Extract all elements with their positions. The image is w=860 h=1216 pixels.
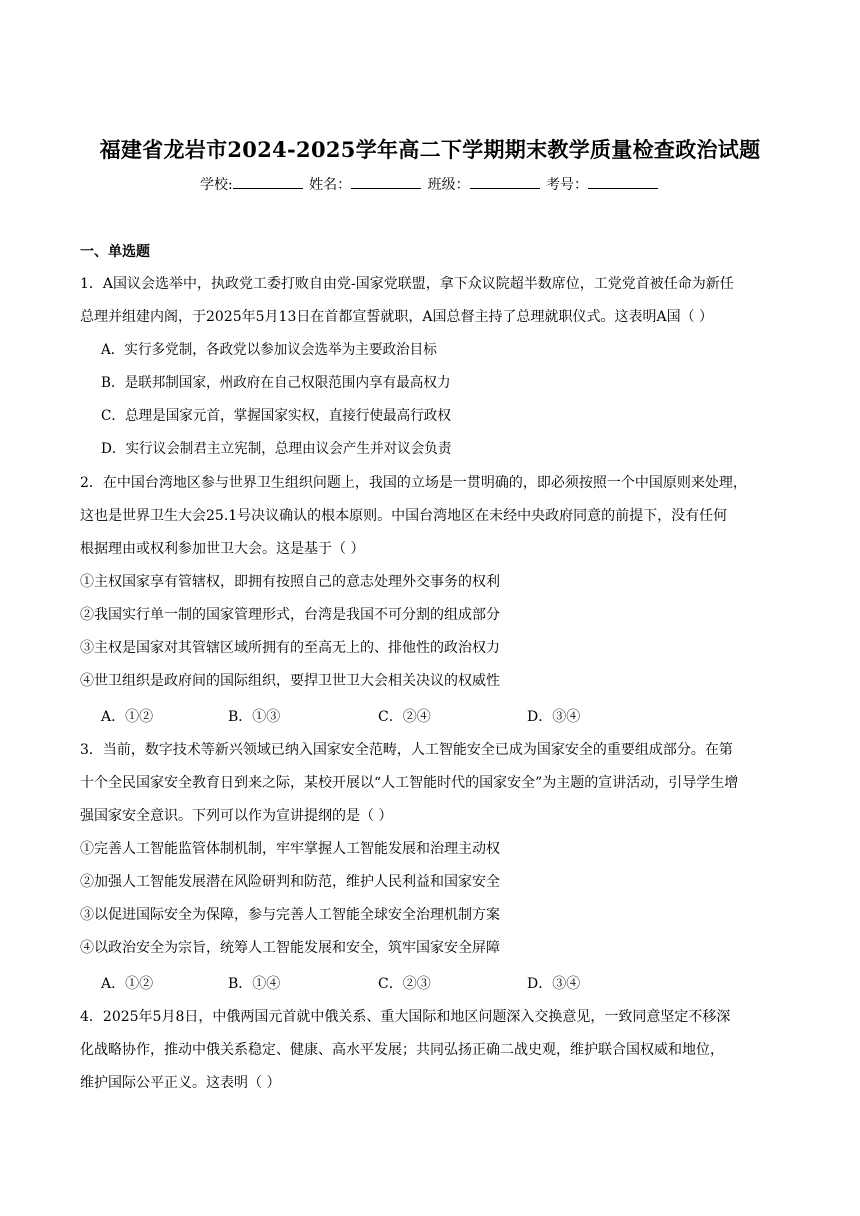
q1-option-b: B．是联邦制国家，州政府在自己权限范围内享有最高权力 <box>101 375 451 391</box>
student-info-line <box>0 174 860 194</box>
q2-stem-line: 这也是世界卫生大会25.1号决议确认的根本原则。中国台湾地区在未经中央政府同意的前提下，没有任何 <box>80 508 728 524</box>
q2-item-2: ②我国实行单一制的国家管理形式，台湾是我国不可分割的组成部分 <box>80 607 500 623</box>
q3-stem-line: 3．当前，数字技术等新兴领域已纳入国家安全范畴，人工智能安全已成为国家安全的重要组成部分。在第 <box>80 742 733 758</box>
q2-choice-d: D．③④ <box>527 709 581 725</box>
q3-item-4: ④以政治安全为宗旨，统筹人工智能发展和安全，筑牢国家安全屏障 <box>80 940 500 956</box>
q2-stem-line: 根据理由或权利参加世卫大会。这是基于（ ） <box>80 541 365 557</box>
q4-stem-line: 维护国际公平正义。这表明（ ） <box>80 1075 281 1091</box>
q3-item-2: ②加强人工智能发展潜在风险研判和防范，维护人民利益和国家安全 <box>80 874 500 890</box>
q1-option-d: D．实行议会制君主立宪制，总理由议会产生并对议会负责 <box>101 441 452 457</box>
q2-item-4: ④世卫组织是政府间的国际组织，要捍卫世卫大会相关决议的权威性 <box>80 673 500 689</box>
q3-item-1: ①完善人工智能监管体制机制，牢牢掌握人工智能发展和治理主动权 <box>80 841 500 857</box>
q1-option-c: C．总理是国家元首，掌握国家实权，直接行使最高行政权 <box>101 408 451 424</box>
q1-stem-line: 1．A国议会选举中，执政党工委打败自由党-国家党联盟，拿下众议院超半数席位，工党党首被任命为新任 <box>80 276 734 292</box>
name-blank[interactable] <box>351 176 421 189</box>
q3-stem-line: 强国家安全意识。下列可以作为宣讲提纲的是（ ） <box>80 808 393 824</box>
q1-stem-line: 总理并组建内阁，于2025年5月13日在首都宣誓就职，A国总督主持了总理就职仪式。这表明A国（ ） <box>80 309 714 325</box>
number-label: 考号： <box>546 177 589 193</box>
section-heading: 一、单选题 <box>80 244 150 260</box>
q2-choice-c: C．②④ <box>378 709 431 725</box>
q3-choice-b: B．①④ <box>228 976 281 992</box>
number-blank[interactable] <box>588 176 658 189</box>
class-blank[interactable] <box>470 176 540 189</box>
q4-stem-line: 4．2025年5月8日，中俄两国元首就中俄关系、重大国际和地区问题深入交换意见，一致同意坚定不移深 <box>80 1009 731 1025</box>
q1-option-a: A．实行多党制，各政党以参加议会选举为主要政治目标 <box>101 342 437 358</box>
q2-item-3: ③主权是国家对其管辖区域所拥有的至高无上的、排他性的政治权力 <box>80 640 500 656</box>
q3-item-3: ③以促进国际安全为保障，参与完善人工智能全球安全治理机制方案 <box>80 907 500 923</box>
q3-choice-c: C．②③ <box>378 976 431 992</box>
name-label: 姓名： <box>309 177 352 193</box>
q3-stem-line: 十个全民国家安全教育日到来之际，某校开展以“人工智能时代的国家安全”为主题的宣讲活动，引导学生增 <box>80 775 739 791</box>
q2-stem-line: 2．在中国台湾地区参与世界卫生组织问题上，我国的立场是一贯明确的，即必须按照一个中国原则来处理， <box>80 475 747 491</box>
school-blank[interactable] <box>233 176 303 189</box>
q4-stem-line: 化战略协作，推动中俄关系稳定、健康、高水平发展；共同弘扬正确二战史观，维护联合国权威和地位， <box>80 1042 724 1058</box>
page-title: 福建省龙岩市2024-2025学年高二下学期期末教学质量检查政治试题 <box>99 137 761 162</box>
q2-choice-a: A．①② <box>101 709 154 725</box>
school-label: 学校: <box>199 177 233 193</box>
class-label: 班级： <box>427 177 470 193</box>
q2-choice-b: B．①③ <box>228 709 281 725</box>
q3-choice-a: A．①② <box>101 976 154 992</box>
q3-choice-d: D．③④ <box>527 976 581 992</box>
q2-item-1: ①主权国家享有管辖权，即拥有按照自己的意志处理外交事务的权利 <box>80 574 500 590</box>
